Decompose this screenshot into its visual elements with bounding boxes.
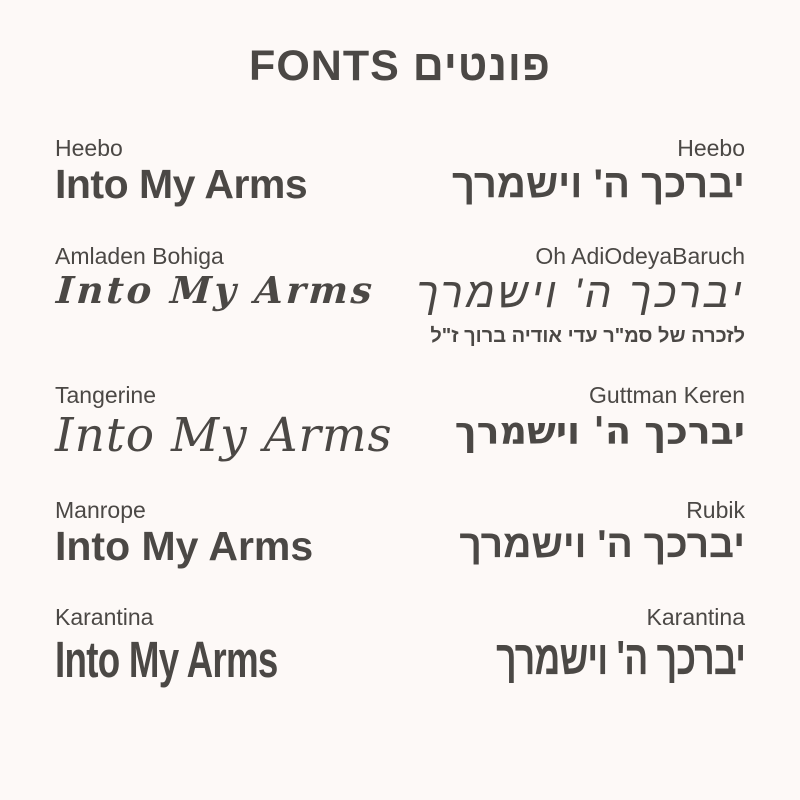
font-sample: Into My Arms [54, 268, 377, 313]
font-cell-heebo-hebrew [452, 135, 745, 207]
font-sample: יברכך ה' וישמרך [454, 407, 745, 453]
font-name-label: Karantina [55, 604, 154, 631]
font-cell-amladen [54, 242, 377, 313]
font-cell-karantina-latin [55, 604, 364, 689]
font-sample: Into My Arms [55, 161, 308, 208]
memorial-caption: לזכרה של סמ"ר עדי אודיה ברוך ז"ל [430, 325, 745, 348]
font-sample: יברכך ה' וישמרך [416, 269, 745, 317]
font-cell-adiodeyabaruch [416, 243, 745, 349]
page-title: FONTS פונטים [249, 42, 551, 90]
font-name-label: Oh AdiOdeyaBaruch [535, 242, 745, 269]
font-sample: Into My Arms [55, 630, 278, 688]
font-sample: Into My Arms [55, 407, 393, 463]
font-name-label: Amladen Bohiga [55, 242, 224, 269]
font-row [55, 135, 745, 209]
font-row [55, 382, 745, 462]
font-rows [55, 135, 745, 689]
font-cell-heebo-latin [55, 135, 307, 209]
font-name-label: Tangerine [55, 382, 157, 409]
font-row [55, 497, 745, 571]
font-name-label: Heebo [677, 135, 745, 161]
font-row [55, 604, 745, 689]
font-sample: Into My Arms [55, 523, 314, 570]
font-name-label: Heebo [55, 135, 123, 161]
font-cell-guttman-keren [455, 382, 745, 452]
font-cell-rubik [459, 497, 745, 568]
font-row [55, 243, 745, 349]
font-name-label: Guttman Keren [589, 382, 745, 409]
font-name-label: Karantina [646, 604, 745, 631]
font-cell-karantina-hebrew [414, 604, 745, 686]
font-sample: יברכך ה' וישמרך [495, 631, 745, 685]
font-name-label: Rubik [686, 496, 745, 523]
font-cell-tangerine [55, 382, 393, 463]
font-name-label: Manrope [55, 496, 146, 523]
font-sample: יברכך ה' וישמרך [459, 523, 745, 567]
font-cell-manrope [55, 497, 313, 571]
font-sample: יברכך ה' וישמרך [452, 162, 745, 207]
